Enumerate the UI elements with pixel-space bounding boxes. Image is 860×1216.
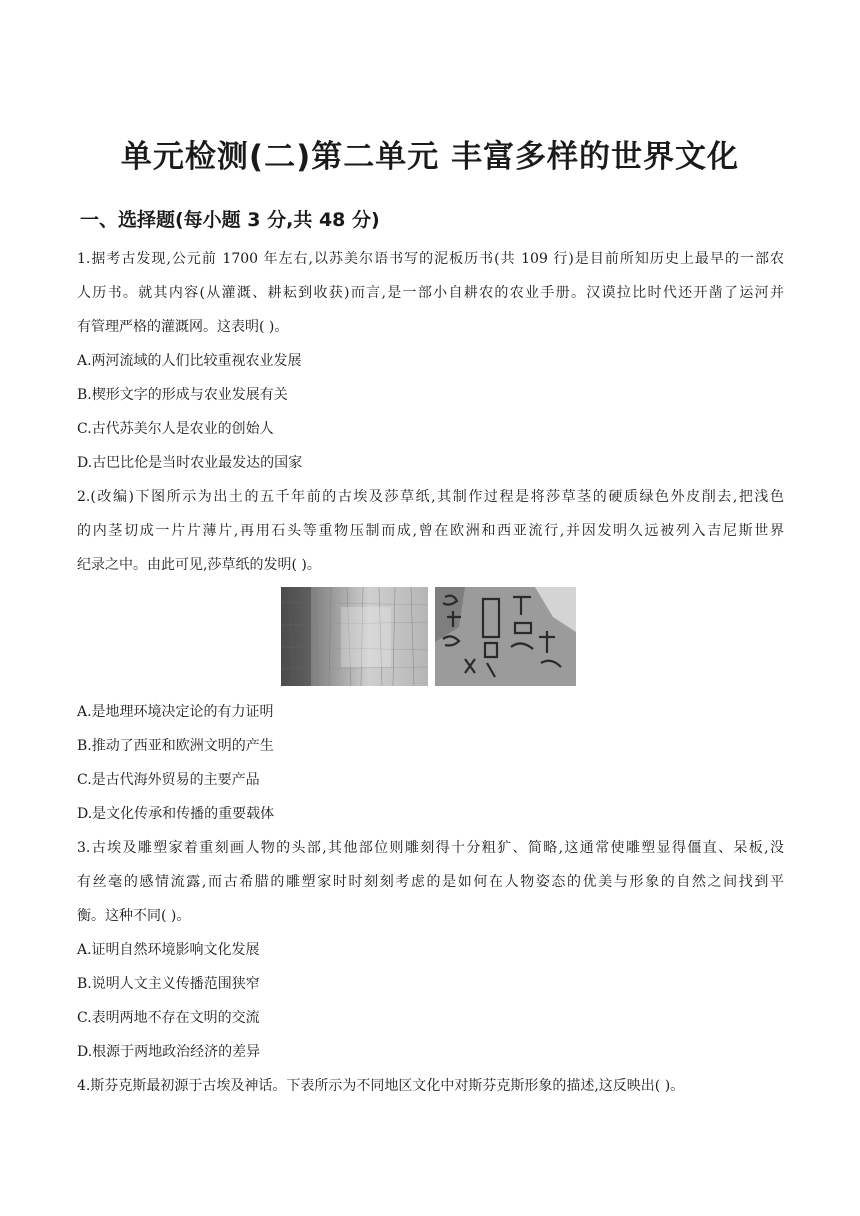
question-1-option-d: D.古巴比伦是当时农业最发达的国家	[77, 455, 303, 471]
question-1-option-c: C.古代苏美尔人是农业的创始人	[77, 421, 274, 437]
question-1-stem-line-2: 人历书。就其内容(从灌溉、耕耘到收获)而言,是一部小自耕农的农业手册。汉谟拉比时代还开凿了运河并	[77, 285, 784, 301]
question-2-option-b: B.推动了西亚和欧洲文明的产生	[77, 738, 274, 754]
question-3-stem-line-1: 3.古埃及雕塑家着重刻画人物的头部,其他部位则雕刻得十分粗犷、简略,这通常使雕塑显得僵直、呆板,没	[77, 840, 784, 856]
question-3-option-c: C.表明两地不存在文明的交流	[77, 1010, 260, 1026]
question-2-option-c: C.是古代海外贸易的主要产品	[77, 772, 260, 788]
question-1-stem-line-3: 有管理严格的灌溉网。这表明( )。	[77, 319, 289, 335]
section-heading: 一、选择题(每小题 3 分,共 48 分)	[80, 209, 380, 231]
question-2-stem-line-1: 2.(改编)下图所示为出土的五千年前的古埃及莎草纸,其制作过程是将莎草茎的硬质绿色外皮削去,把浅色	[77, 489, 784, 505]
question-1-option-b: B.楔形文字的形成与农业发展有关	[77, 387, 288, 403]
question-2-stem-line-2: 的内茎切成一片片薄片,再用石头等重物压制而成,曾在欧洲和西亚流行,并因发明久远被列入吉尼斯世界	[77, 523, 784, 539]
question-1-option-a: A.两河流域的人们比较重视农业发展	[77, 353, 302, 369]
question-1-stem-line-1: 1.据考古发现,公元前 1700 年左右,以苏美尔语书写的泥板历书(共 109 行)是目前所知历史上最早的一部农	[77, 251, 784, 267]
question-2-option-d: D.是文化传承和传播的重要载体	[77, 806, 275, 822]
question-3-option-a: A.证明自然环境影响文化发展	[77, 942, 260, 958]
question-4-stem-line-1: 4.斯芬克斯最初源于古埃及神话。下表所示为不同地区文化中对斯芬克斯形象的描述,这反映出( )。	[77, 1078, 685, 1094]
question-3-stem-line-2: 有丝毫的感情流露,而古希腊的雕塑家时时刻刻考虑的是如何在人物姿态的优美与形象的自然之间找到平	[77, 874, 784, 890]
question-3-option-d: D.根源于两地政治经济的差异	[77, 1044, 261, 1060]
question-2-stem-line-3: 纪录之中。由此可见,莎草纸的发明( )。	[77, 557, 321, 573]
papyrus-photo-left	[281, 587, 428, 686]
question-3-option-b: B.说明人文主义传播范围狭窄	[77, 976, 260, 992]
page-title: 单元检测(二)第二单元 丰富多样的世界文化	[120, 139, 740, 175]
papyrus-photo-right	[435, 587, 576, 686]
question-3-stem-line-3: 衡。这种不同( )。	[77, 908, 191, 924]
question-2-option-a: A.是地理环境决定论的有力证明	[77, 704, 274, 720]
